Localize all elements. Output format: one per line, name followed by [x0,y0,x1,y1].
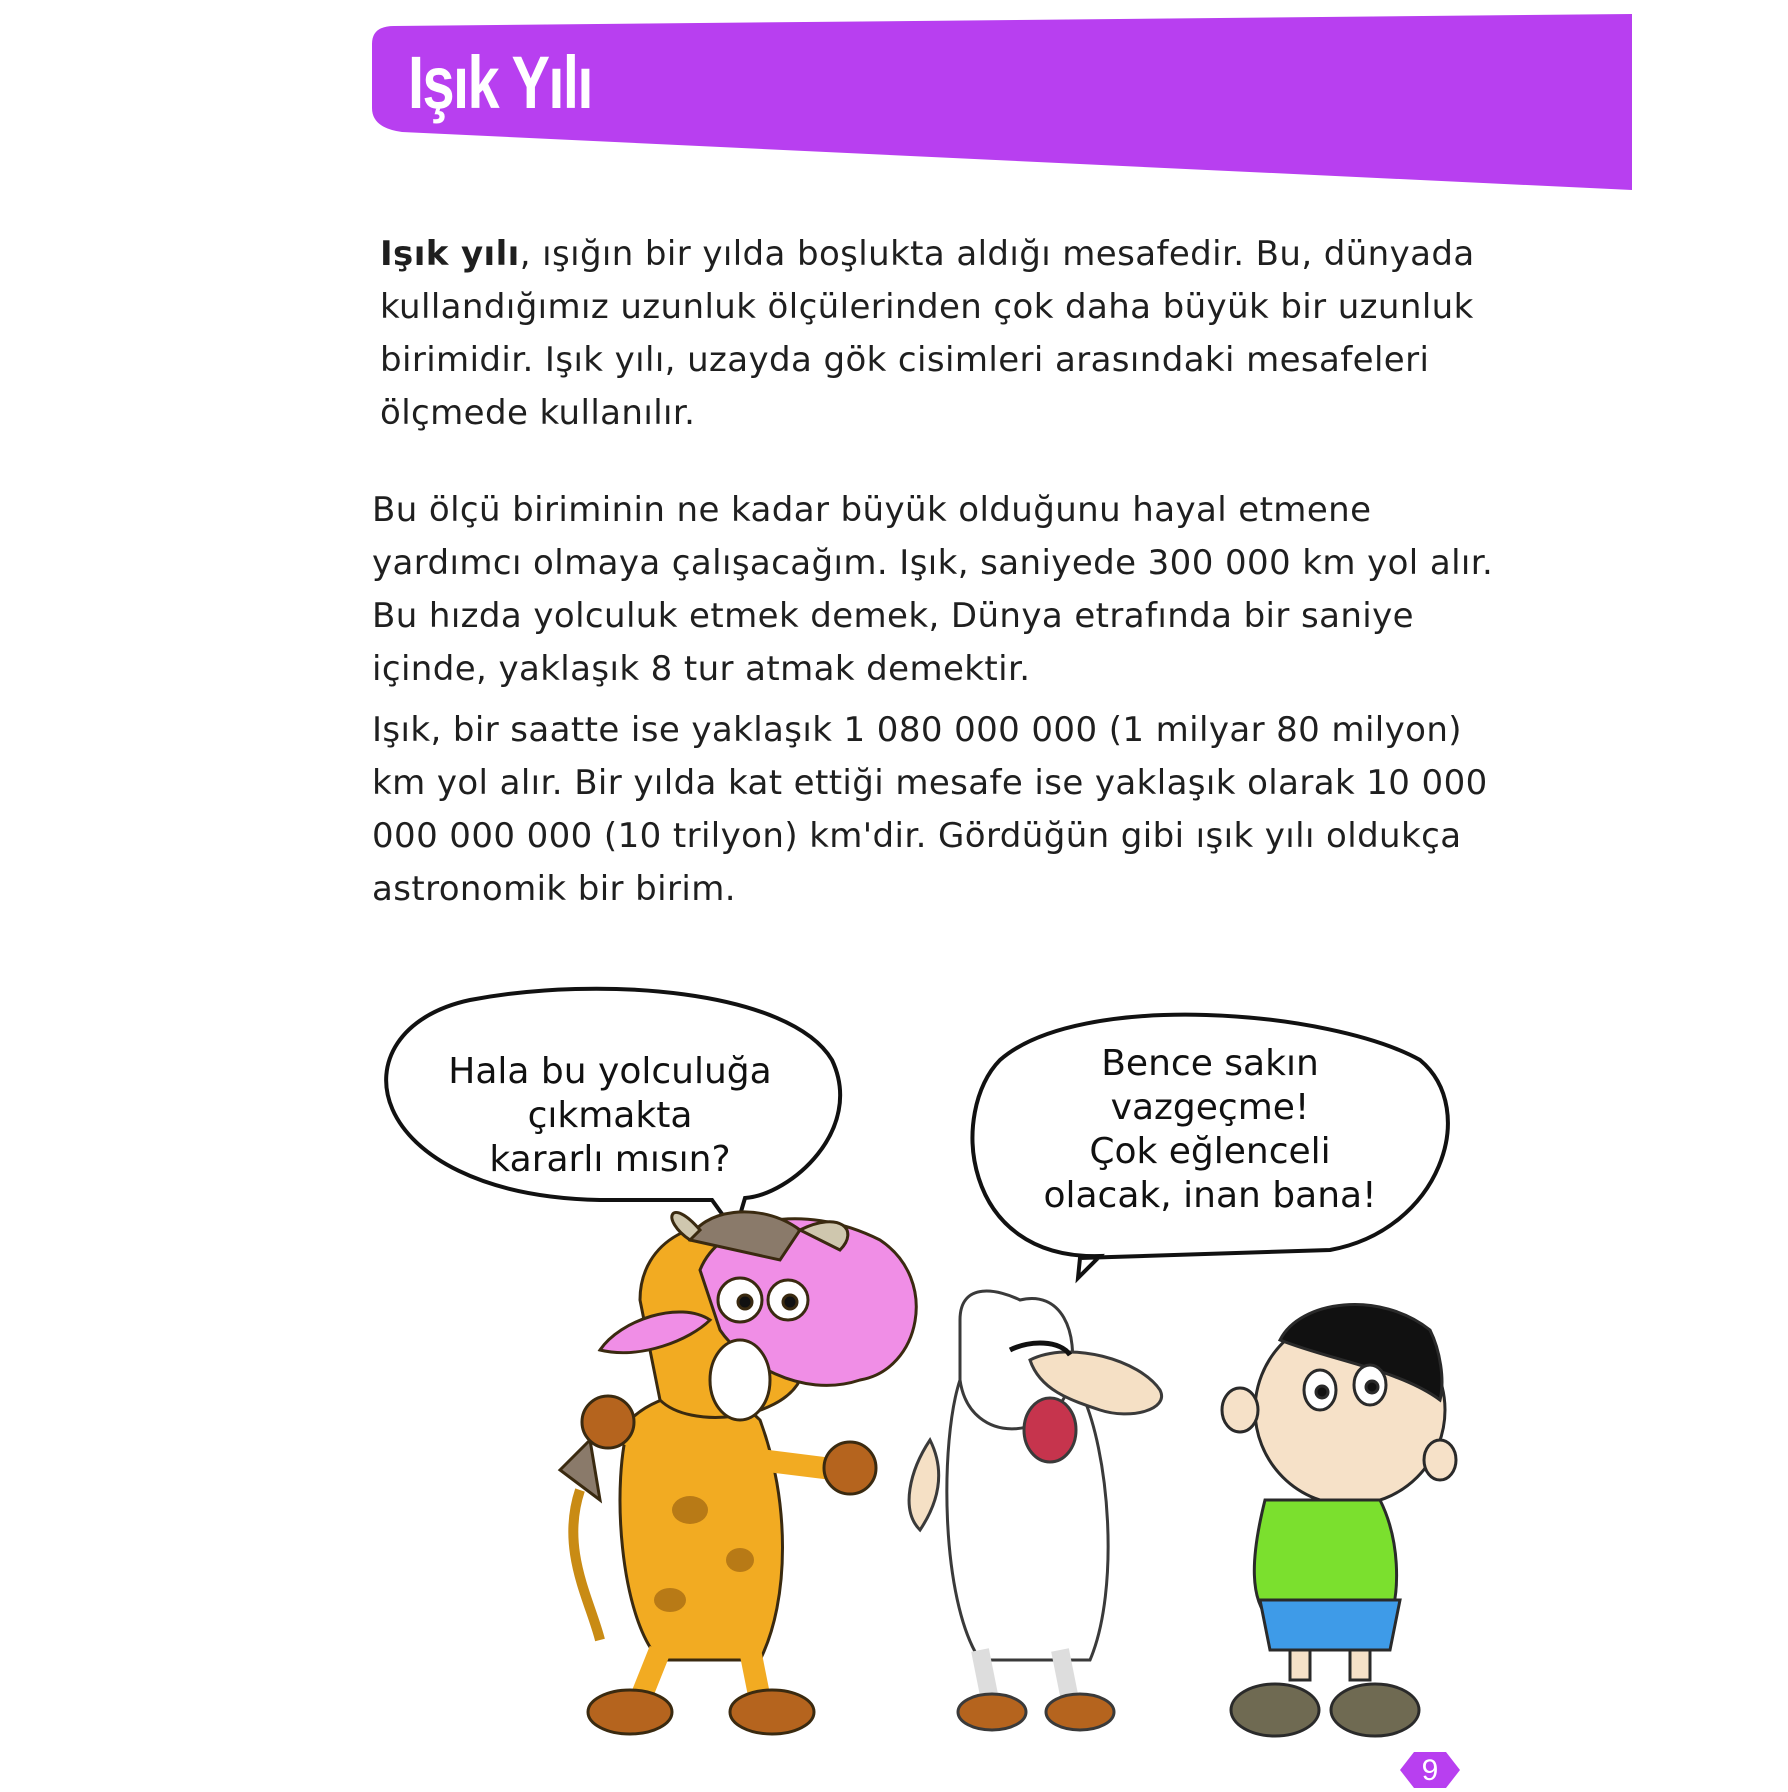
paragraph-distance: Işık, bir saatte ise yaklaşık 1 080 000 000 (1 milyar 80 milyon) km yol alır. Bir yılda kat ettiği mesafe ise yaklaşık olarak 10 000 000 000 000 (10 trilyon) km'dir. Gördüğün gibi ışık yılı oldukça astronomik bir birim. [372,710,1488,909]
speech-bubble-cow-text [420,1050,800,1182]
bubble-line: vazgeçme! [1110,1087,1310,1128]
page-number-badge [1400,1752,1460,1788]
sheep-character [909,1291,1161,1730]
bubble-line: Bence sakın [1101,1043,1319,1084]
cow-character [560,1212,916,1734]
bubble-line: olacak, inan bana! [1043,1175,1377,1216]
bubble-line: kararlı mısın? [489,1139,731,1180]
page-title: Işık Yılı [408,41,592,124]
bold-term: Işık yılı [380,234,520,274]
speech-bubble-sheep-text [1000,1042,1420,1218]
bubble-line: Çok eğlenceli [1089,1131,1331,1172]
paragraph-speed: Bu ölçü biriminin ne kadar büyük olduğunu hayal etmene yardımcı olmaya çalışacağım. Işık, saniyede 300 000 km yol alır. Bu hızda yolculuk etmek demek, Dünya etrafında bir saniye içinde, yaklaşık 8 tur atmak demektir. [372,490,1494,689]
page-number: 9 [1421,1754,1439,1787]
paragraph-definition-text: , ışığın bir yılda boşlukta aldığı mesafedir. Bu, dünyada kullandığımız uzunluk ölçülerinden çok daha büyük bir uzunluk birimidir. Işık yılı, uzayda gök cisimleri arasındaki mesafeleri ölçmede kullanılır. [380,234,1475,433]
boy-character [1222,1305,1456,1736]
bubble-line: Hala bu yolculuğa [448,1051,772,1092]
bubble-line: çıkmakta [527,1095,693,1136]
